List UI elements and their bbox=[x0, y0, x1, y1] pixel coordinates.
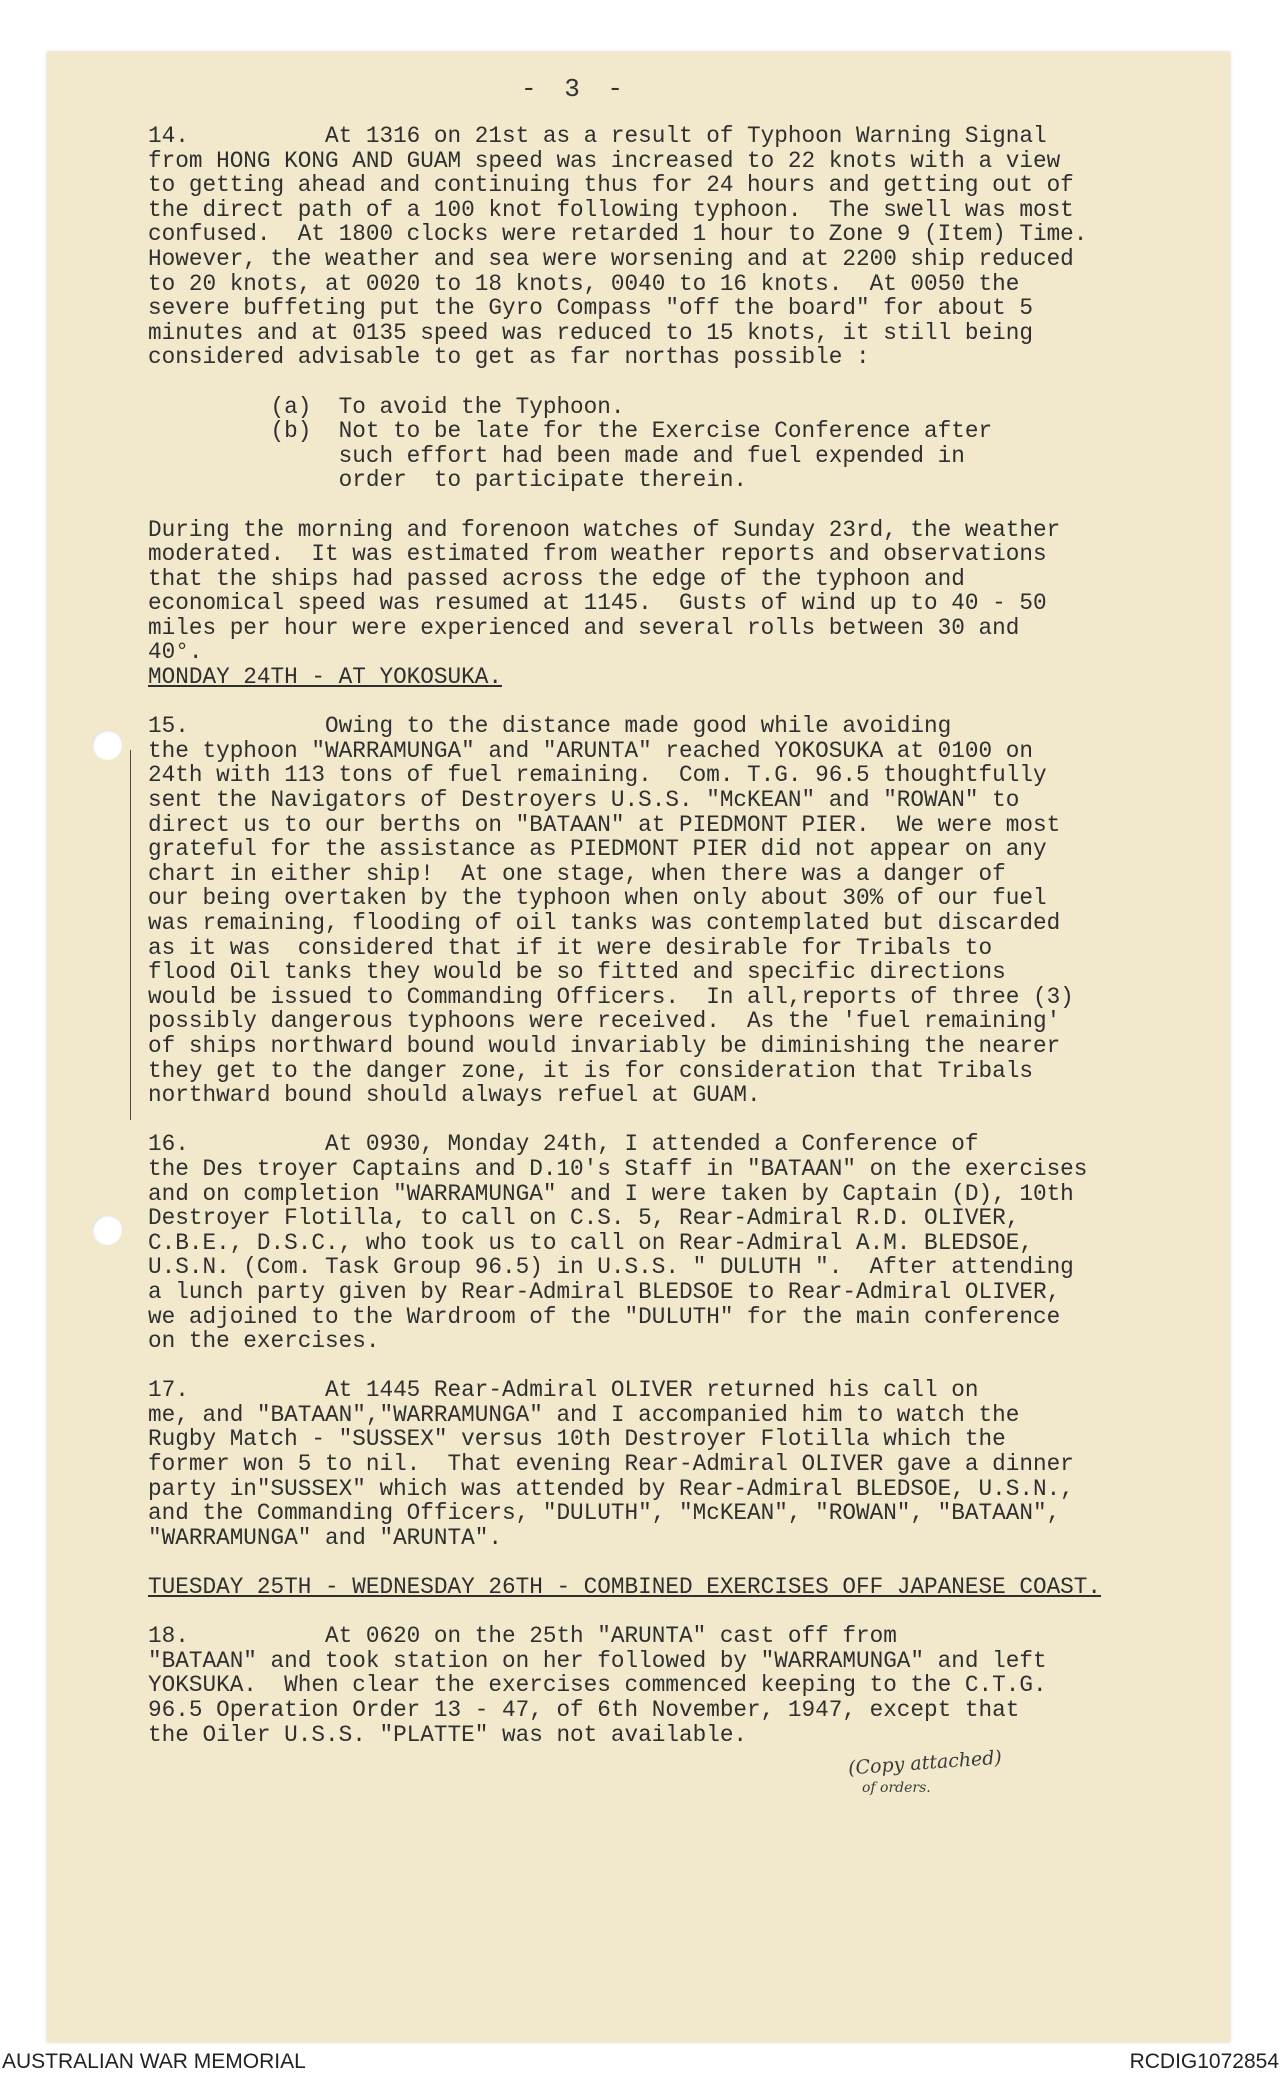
text-line: 96.5 Operation Order 13 - 47, of 6th November, 1947, except that bbox=[148, 1697, 1020, 1723]
text-line: to getting ahead and continuing thus for 24 hours and getting out of bbox=[148, 172, 1074, 199]
text-line: U.S.N. (Com. Task Group 96.5) in U.S.S. " DULUTH ". After attending bbox=[148, 1254, 1074, 1281]
text-line: flood Oil tanks they would be so fitted and specific directions bbox=[148, 959, 1006, 986]
text-line bbox=[148, 1550, 1228, 1575]
text-line: 18. At 0620 on the 25th "ARUNTA" cast off from bbox=[148, 1623, 897, 1650]
text-line: considered advisable to get as far northas possible : bbox=[148, 344, 870, 371]
text-line: and the Commanding Officers, "DULUTH", "McKEAN", "ROWAN", "BATAAN", bbox=[148, 1500, 1061, 1527]
text-line bbox=[148, 690, 1228, 715]
text-line: the Des troyer Captains and D.10's Staff in "BATAAN" on the exercises bbox=[148, 1155, 1088, 1182]
text-line: (a) To avoid the Typhoon. bbox=[148, 393, 625, 420]
text-line: "WARRAMUNGA" and "ARUNTA". bbox=[148, 1524, 502, 1551]
section-heading: TUESDAY 25TH - WEDNESDAY 26TH - COMBINED EXERCISES OFF JAPANESE COAST. bbox=[148, 1574, 1102, 1601]
text-line: of ships northward bound would invariably be diminishing the nearer bbox=[148, 1032, 1061, 1059]
text-line: 15. Owing to the distance made good while avoiding bbox=[148, 713, 952, 740]
handwritten-annotation: (Copy attached) bbox=[847, 1746, 1003, 1780]
footer-record-id: RCDIG1072854 bbox=[1129, 2050, 1279, 2073]
text-line: grateful for the assistance as PIEDMONT PIER did not appear on any bbox=[148, 836, 1047, 863]
text-line: 24th with 113 tons of fuel remaining. Com. T.G. 96.5 thoughtfully bbox=[148, 762, 1047, 789]
text-line: the Oiler U.S.S. "PLATTE" was not available. bbox=[148, 1721, 748, 1748]
text-line: would be issued to Commanding Officers. In all,reports of three (3) bbox=[148, 983, 1074, 1010]
text-line: northward bound should always refuel at GUAM. bbox=[148, 1082, 761, 1109]
punch-hole bbox=[92, 1215, 122, 1245]
text-line: to 20 knots, at 0020 to 18 knots, 0040 to 16 knots. At 0050 the bbox=[148, 270, 1020, 297]
text-line: Destroyer Flotilla, to call on C.S. 5, Rear-Admiral R.D. OLIVER, bbox=[148, 1205, 1020, 1232]
text-line: miles per hour were experienced and several rolls between 30 and bbox=[148, 614, 1020, 641]
text-line: that the ships had passed across the edge of the typhoon and bbox=[148, 565, 965, 592]
text-line: we adjoined to the Wardroom of the "DULUTH" for the main conference bbox=[148, 1303, 1061, 1330]
text-line: was remaining, flooding of oil tanks was contemplated but discarded bbox=[148, 910, 1061, 936]
text-line: (b) Not to be late for the Exercise Conference after bbox=[148, 418, 993, 445]
text-line: party in"SUSSEX" which was attended by Rear-Admiral BLEDSOE, U.S.N., bbox=[148, 1475, 1074, 1502]
handwritten-annotation-2: of orders. bbox=[862, 1780, 931, 1796]
text-line: the direct path of a 100 knot following typhoon. The swell was most bbox=[148, 196, 1074, 223]
text-line: such effort had been made and fuel expended in bbox=[148, 442, 965, 469]
text-line: severe buffeting put the Gyro Compass "off the board" for about 5 bbox=[148, 295, 1033, 322]
footer-archive-name: AUSTRALIAN WAR MEMORIAL bbox=[2, 2050, 306, 2073]
text-line: C.B.E., D.S.C., who took us to call on Rear-Admiral A.M. BLEDSOE, bbox=[148, 1229, 1033, 1256]
page-number: - 3 - bbox=[521, 74, 630, 104]
margin-line-mark bbox=[130, 750, 131, 1120]
text-line: they get to the danger zone, it is for consideration that Tribals bbox=[148, 1057, 1033, 1084]
text-line: me, and "BATAAN","WARRAMUNGA" and I accompanied him to watch the bbox=[148, 1401, 1020, 1428]
text-line bbox=[148, 493, 1228, 518]
text-line bbox=[148, 1108, 1228, 1133]
text-line: Rugby Match - "SUSSEX" versus 10th Destroyer Flotilla which the bbox=[148, 1426, 1006, 1453]
text-line: 16. At 0930, Monday 24th, I attended a Conference of bbox=[148, 1131, 979, 1158]
text-line: economical speed was resumed at 1145. Gusts of wind up to 40 - 50 bbox=[148, 590, 1047, 617]
text-line: on the exercises. bbox=[148, 1328, 380, 1355]
text-line: However, the weather and sea were worsening and at 2200 ship reduced bbox=[148, 245, 1074, 272]
text-line bbox=[148, 1600, 1228, 1625]
text-line: confused. At 1800 clocks were retarded 1 hour to Zone 9 (Item) Time. bbox=[148, 221, 1088, 248]
text-line: minutes and at 0135 speed was reduced to 15 knots, it still being bbox=[148, 319, 1033, 346]
text-line: chart in either ship! At one stage, when there was a danger of bbox=[148, 860, 1006, 887]
text-line: as it was considered that if it were desirable for Tribals to bbox=[148, 934, 993, 961]
text-line: "BATAAN" and took station on her followed by "WARRAMUNGA" and left bbox=[148, 1647, 1047, 1674]
text-line: from HONG KONG AND GUAM speed was increased to 22 knots with a view bbox=[148, 147, 1061, 174]
text-line: and on completion "WARRAMUNGA" and I were taken by Captain (D), 10th bbox=[148, 1180, 1074, 1207]
section-heading: MONDAY 24TH - AT YOKOSUKA. bbox=[148, 664, 502, 691]
text-line: former won 5 to nil. That evening Rear-Admiral OLIVER gave a dinner bbox=[148, 1451, 1074, 1478]
text-line bbox=[148, 370, 1228, 395]
document-body bbox=[148, 124, 1228, 1747]
text-line: possibly dangerous typhoons were received. As the 'fuel remaining' bbox=[148, 1008, 1061, 1035]
text-line: 14. At 1316 on 21st as a result of Typhoon Warning Signal bbox=[148, 123, 1047, 149]
text-line: 17. At 1445 Rear-Admiral OLIVER returned his call on bbox=[148, 1377, 979, 1404]
text-line: During the morning and forenoon watches of Sunday 23rd, the weather bbox=[148, 516, 1061, 543]
text-line: moderated. It was estimated from weather reports and observations bbox=[148, 541, 1047, 568]
text-line: our being overtaken by the typhoon when only about 30% of our fuel bbox=[148, 885, 1047, 912]
text-line: direct us to our berths on "BATAAN" at PIEDMONT PIER. We were most bbox=[148, 811, 1061, 838]
text-line: order to participate therein. bbox=[148, 467, 748, 494]
text-line: the typhoon "WARRAMUNGA" and "ARUNTA" reached YOKOSUKA at 0100 on bbox=[148, 737, 1033, 764]
text-line: a lunch party given by Rear-Admiral BLEDSOE to Rear-Admiral OLIVER, bbox=[148, 1278, 1061, 1305]
text-line: sent the Navigators of Destroyers U.S.S. "McKEAN" and "ROWAN" to bbox=[148, 787, 1020, 814]
punch-hole bbox=[92, 730, 122, 760]
text-line bbox=[148, 1354, 1228, 1379]
text-line: 40°. bbox=[148, 639, 203, 666]
text-line: YOKSUKA. When clear the exercises commenced keeping to the C.T.G. bbox=[148, 1672, 1047, 1699]
